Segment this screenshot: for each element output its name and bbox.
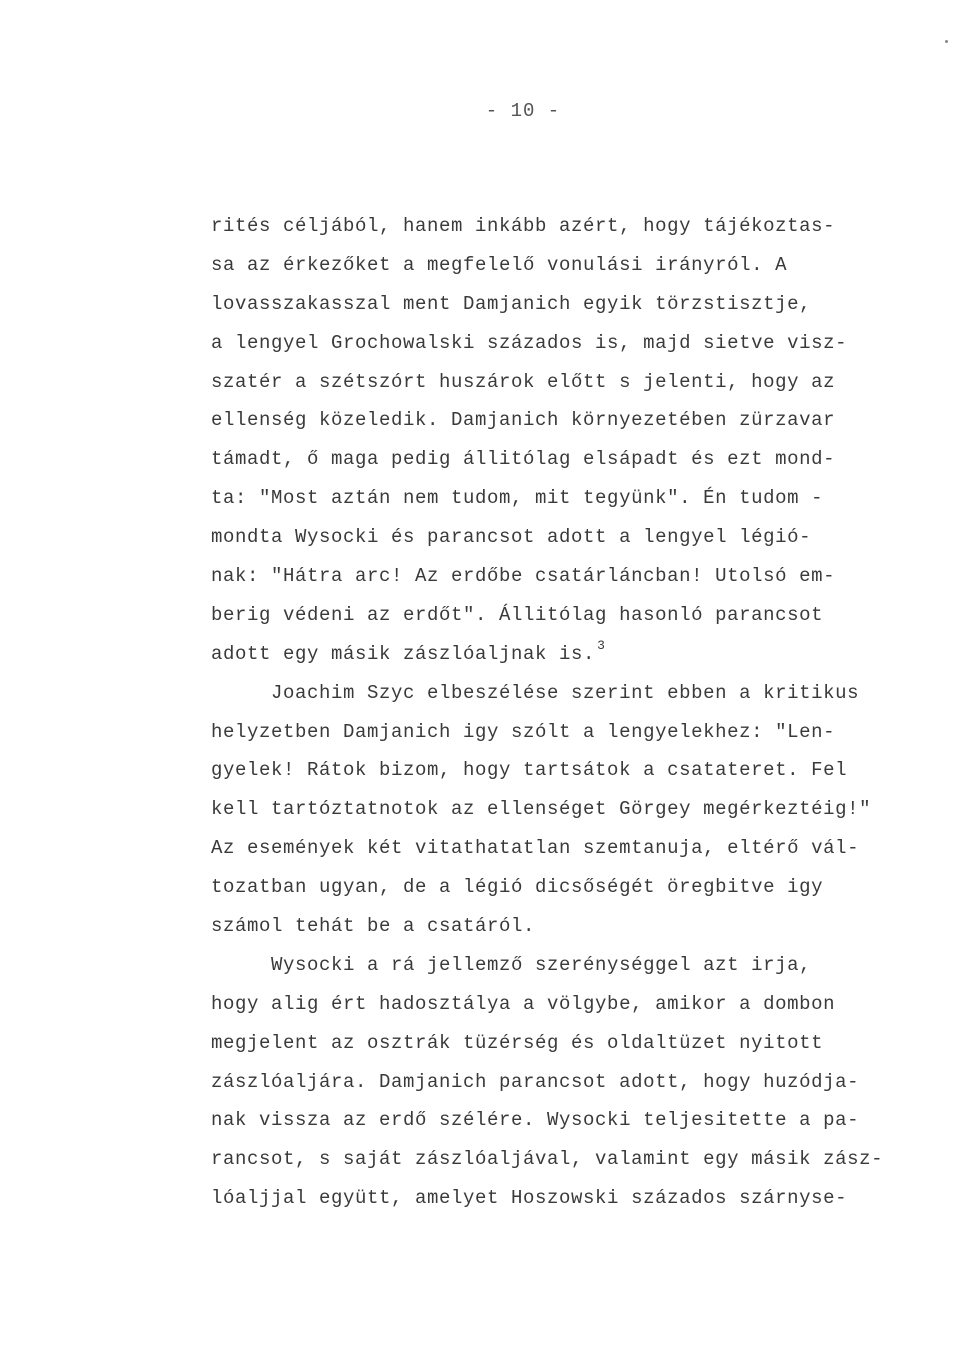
text-line: ellenség közeledik. Damjanich környezetében zürzavar: [211, 409, 836, 432]
text-line: gyelek! Rátok bizom, hogy tartsátok a csatateret. Fel: [211, 759, 848, 782]
text-line: hogy alig ért hadosztálya a völgybe, amikor a dombon: [211, 992, 836, 1015]
text-line: a lengyel Grochowalski százados is, majd sietve visz-: [211, 331, 848, 354]
text-line: zászlóaljára. Damjanich parancsot adott, hogy huzódja-: [211, 1070, 860, 1093]
text-line: sa az érkezőket a megfelelő vonulási irányról. A: [211, 253, 788, 276]
text-line: nak vissza az erdő szélére. Wysocki teljesitette a pa-: [211, 1109, 860, 1132]
text-line: adott egy másik zászlóaljnak is.: [211, 642, 596, 665]
text-line: számol tehát be a csatáról.: [211, 915, 536, 938]
margin-speck: [945, 40, 948, 43]
text-line: lóaljjal együtt, amelyet Hoszowski százados szárnyse-: [211, 1187, 848, 1210]
text-line: Az események két vitathatatlan szemtanuja, eltérő vál-: [211, 837, 860, 860]
text-line: ta: "Most aztán nem tudom, mit tegyünk". Én tudom -: [211, 487, 824, 510]
text-line: helyzetben Damjanich igy szólt a lengyelekhez: "Len-: [211, 720, 836, 743]
text-line: nak: "Hátra arc! Az erdőbe csatárláncban! Utolsó em-: [211, 565, 836, 588]
text-line: szatér a szétszórt huszárok előtt s jelenti, hogy az: [211, 370, 836, 393]
page-number: - 10 -: [485, 100, 561, 122]
text-line: kell tartóztatnotok az ellenséget Görgey megérkeztéig!": [211, 798, 872, 821]
body-text: [211, 211, 884, 1222]
text-line: megjelent az osztrák tüzérség és oldaltüzet nyitott: [211, 1031, 824, 1054]
footnote-reference: 3: [597, 637, 606, 653]
text-line: támadt, ő maga pedig állitólag elsápadt és ezt mond-: [211, 448, 836, 471]
text-line: rancsot, s saját zászlóaljával, valamint egy másik zász-: [211, 1148, 884, 1171]
text-line: rités céljából, hanem inkább azért, hogy tájékoztas-: [211, 215, 836, 237]
paragraph-start-line: Wysocki a rá jellemző szerénységgel azt irja,: [211, 953, 812, 976]
text-line: berig védeni az erdőt". Állitólag hasonló parancsot: [211, 603, 824, 626]
text-line: tozatban ugyan, de a légió dicsőségét öregbitve igy: [211, 876, 824, 899]
paragraph-start-line: Joachim Szyc elbeszélése szerint ebben a kritikus: [211, 681, 860, 704]
text-line: mondta Wysocki és parancsot adott a lengyel légió-: [211, 526, 812, 549]
text-line-with-footnote: [211, 639, 871, 678]
text-line: lovasszakasszal ment Damjanich egyik törzstisztje,: [211, 292, 812, 315]
